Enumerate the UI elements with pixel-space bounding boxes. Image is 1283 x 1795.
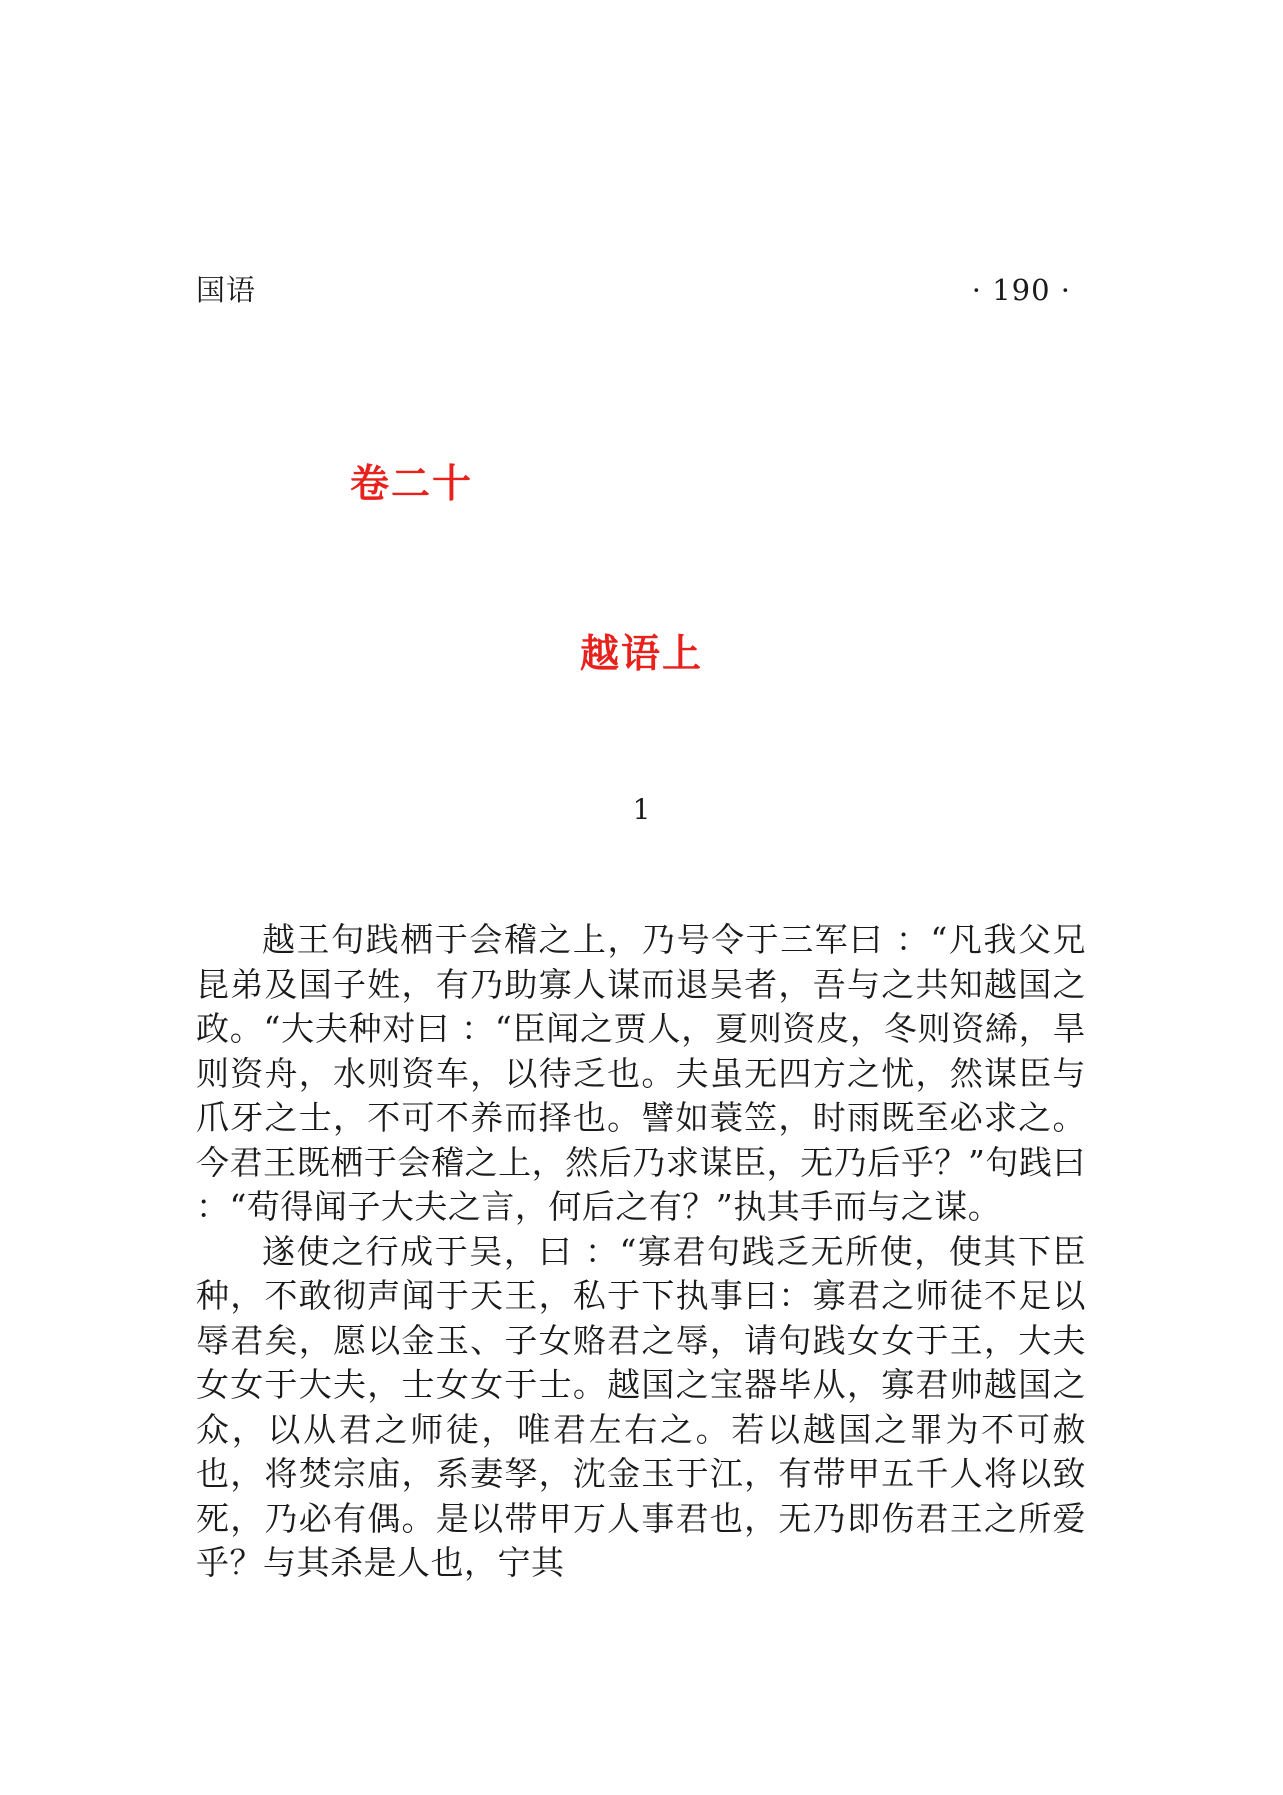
volume-heading: 卷二十 xyxy=(350,462,474,507)
page-number: · 190 · xyxy=(971,273,1071,307)
body-text xyxy=(196,918,1086,1586)
chapter-heading: 越语上 xyxy=(579,632,703,677)
running-title: 国语 xyxy=(196,273,257,307)
section-number: 1 xyxy=(632,793,651,826)
paragraph: 越王句践栖于会稽之上，乃号令于三军曰 ：“凡我父兄昆弟及国子姓，有乃助寡人谋而退吴者，吾与之共知越国之政。“大夫种对曰 ：“臣闻之贾人，夏则资皮，冬则资絺，旱则资舟，水则资车，以待乏也。夫虽无四方之忧，然谋臣与爪牙之士，不可不养而择也。譬如蓑笠，时雨既至必求之。今君王既栖于会稽之上，然后乃求谋臣，无乃后乎？”句践曰 ：“苟得闻子大夫之言，何后之有？”执其手而与之谋。 xyxy=(196,920,1086,1226)
paragraph: 遂使之行成于吴，曰 ：“寡君句践乏无所使，使其下臣种，不敢彻声闻于天王，私于下执事曰：寡君之师徒不足以辱君矣，愿以金玉、子女赂君之辱，请句践女女于王，大夫女女于大夫，士女女于士。越国之宝器毕从，寡君帅越国之众，以从君之师徒，唯君左右之。若以越国之罪为不可赦也，将焚宗庙，系妻孥，沈金玉于江，有带甲五千人将以致死，乃必有偶。是以带甲万人事君也，无乃即伤君王之所爱乎？与其杀是人也，宁其 xyxy=(196,1231,1086,1582)
